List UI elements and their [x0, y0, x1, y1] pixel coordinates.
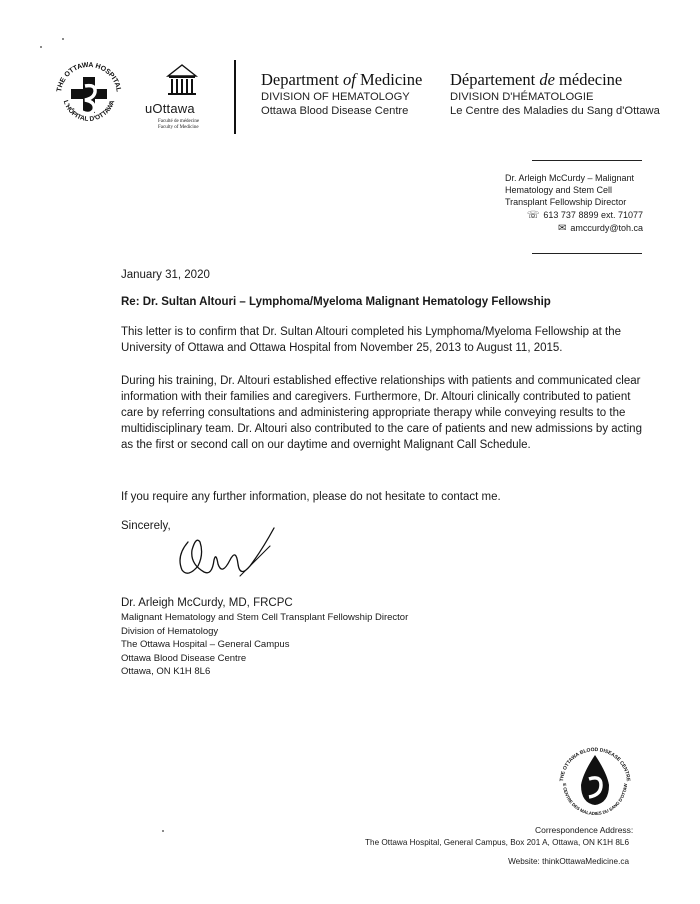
- uottawa-name: uOttawa: [145, 101, 195, 116]
- department-title-en: Department of Medicine: [261, 70, 423, 89]
- hospital-logo-bottom-text: L'HÔPITAL D'OTTAWA: [61, 99, 117, 123]
- uottawa-faculty-fr: Faculté de médecine: [158, 119, 200, 124]
- handwritten-signature: [170, 520, 290, 584]
- hospital-logo-top-text: THE OTTAWA HOSPITAL: [56, 61, 122, 93]
- centre-en: Ottawa Blood Disease Centre: [261, 105, 409, 117]
- phone-icon: ☏: [526, 209, 540, 221]
- blood-logo-top-text: THE OTTAWA BLOOD DISEASE CENTRE: [559, 746, 631, 782]
- scan-speck: [162, 830, 164, 832]
- header-divider: [234, 60, 236, 134]
- letter-paragraph-1: This letter is to confirm that Dr. Sultan Altouri completed his Lymphoma/Myeloma Fellowship at the University of Ottawa and Ottawa Hospital from November 25, 2013 to August 11, 2015.: [121, 326, 622, 355]
- signer-name: Dr. Arleigh McCurdy, MD, FRCPC: [121, 597, 293, 609]
- correspondence-label: Correspondence Address:: [535, 825, 634, 835]
- contact-bottom-rule: [532, 253, 642, 254]
- contact-box: [505, 172, 643, 235]
- signature-block: [121, 595, 408, 679]
- letter-paragraph-2: During his training, Dr. Altouri established effective relationships with patients and communicated clear information with their families and caregivers. Furthermore, Dr. Altouri clinically contributed to patient care by referring consultations and administering appropriate therapy while conveying results to the multidisciplinary team. Dr. Altouri also contributed to the care of patients and new admissions by acting as the first or second call on our daytime and overnight Malignant Call Schedule.: [121, 375, 642, 452]
- signer-title: Malignant Hematology and Stem Cell Transplant Fellowship Director: [121, 612, 409, 623]
- division-fr: DIVISION D'HÉMATOLOGIE: [450, 91, 594, 103]
- uottawa-faculty-en: Faculty of Medicine: [158, 125, 199, 130]
- signer-division: Division of Hematology: [121, 625, 219, 637]
- letter-paragraph-3: If you require any further information, please do not hesitate to contact me.: [121, 491, 501, 503]
- contact-email[interactable]: ✉ amccurdy@toh.ca: [557, 222, 643, 234]
- signer-centre: Ottawa Blood Disease Centre: [121, 652, 247, 664]
- contact-line-3: Transplant Fellowship Director: [505, 197, 627, 208]
- centre-fr: Le Centre des Maladies du Sang d'Ottawa: [450, 105, 660, 117]
- contact-top-rule: [532, 160, 642, 161]
- department-title-fr: Département de médecine: [450, 70, 623, 89]
- blood-logo-bottom-text: E CENTRE DES MALADIES DU SANG D'OTTAW: [561, 783, 629, 817]
- scan-speck: [62, 38, 64, 40]
- department-en: [261, 70, 422, 118]
- letter-date: January 31, 2020: [121, 269, 210, 281]
- department-fr: [450, 70, 660, 118]
- uottawa-faculty: [158, 119, 199, 131]
- contact-phone: ☏ 613 737 8899 ext. 71077: [526, 209, 643, 221]
- correspondence-address: The Ottawa Hospital, General Campus, Box 201 A, Ottawa, ON K1H 8L6: [365, 838, 629, 847]
- contact-line-2: Hematology and Stem Cell: [505, 185, 613, 196]
- signer-hospital: The Ottawa Hospital – General Campus: [121, 639, 290, 650]
- ottawa-hospital-logo: [52, 58, 126, 132]
- website-link[interactable]: Website: thinkOttawaMedicine.ca: [508, 857, 629, 866]
- contact-line-1: Dr. Arleigh McCurdy – Malignant: [505, 173, 635, 183]
- letter-subject: Re: Dr. Sultan Altouri – Lymphoma/Myeloma Malignant Hematology Fellowship: [121, 296, 551, 308]
- letter-closing: Sincerely,: [121, 520, 171, 532]
- scan-speck: [40, 46, 42, 48]
- division-en: DIVISION OF HEMATOLOGY: [261, 91, 410, 103]
- signer-city: Ottawa, ON K1H 8L6: [121, 666, 211, 677]
- envelope-icon: ✉: [557, 222, 567, 234]
- blood-disease-centre-logo: [555, 741, 635, 821]
